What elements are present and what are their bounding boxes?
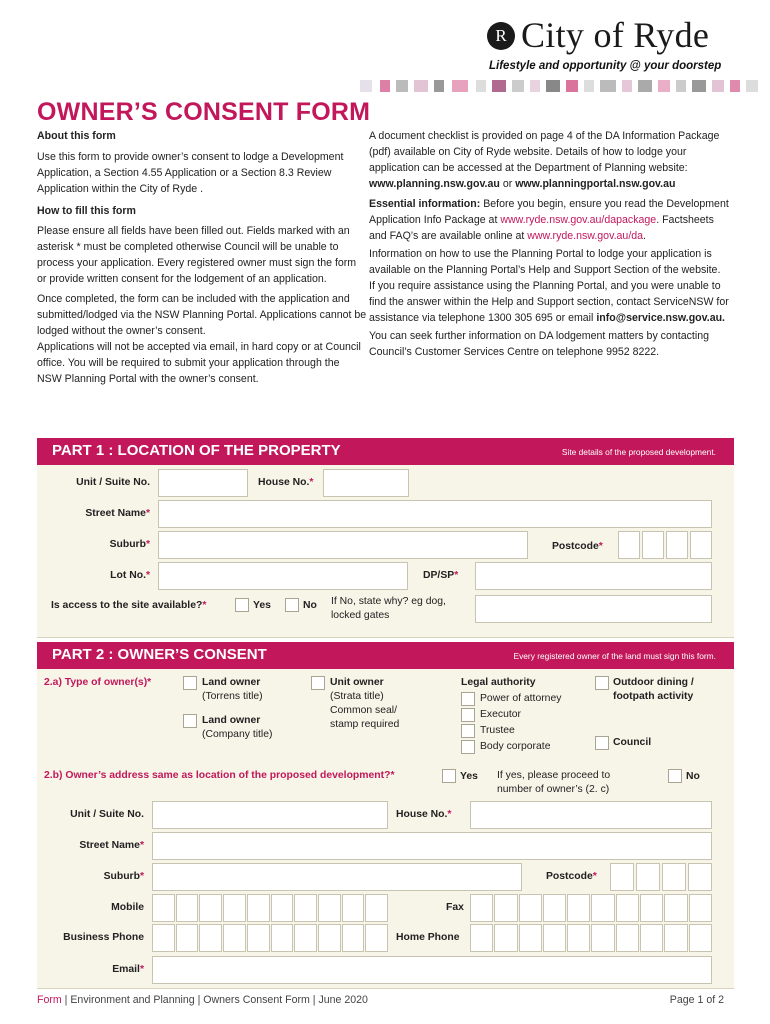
p1-dpsp-label: DP/SP* [423, 570, 459, 581]
p1-house-label: House No.* [258, 477, 314, 488]
part1-note: Site details of the proposed development. [561, 447, 716, 457]
p2-if-yes-text: If yes, please proceed to number of owner’s (2. c) [497, 770, 611, 795]
p2-unit-owner-label: Unit owner (Strata title) Common seal/ stamp required [330, 677, 400, 730]
p2-type-label: 2.a) Type of owner(s)* [44, 677, 152, 688]
p2-address-yes-checkbox[interactable] [442, 769, 456, 783]
p1-access-yes-label: Yes [253, 600, 271, 611]
p2-land-owner-torrens-checkbox[interactable] [183, 676, 197, 690]
p2-address-no-label: No [686, 771, 700, 782]
p2-email-input[interactable] [152, 956, 712, 984]
p1-lot-input[interactable] [158, 562, 408, 590]
p1-access-no-checkbox[interactable] [285, 598, 299, 612]
p1-lot-label: Lot No.* [110, 570, 150, 581]
p2-poa-label: Power of attorney [480, 693, 562, 704]
p2-mobile-label: Mobile [111, 902, 144, 913]
p2-business-phone-input[interactable] [152, 924, 388, 952]
p1-unit-input[interactable] [158, 469, 248, 497]
essential-text: Essential information: Before you begin, ensure you read the Development Application Info Package at www.ryde.nsw.gov.au/dapackage. Factsheets and FAQ’s are available online at www.ryde.nsw.gov.au/da. [369, 198, 729, 242]
part1-title: PART 1 : LOCATION OF THE PROPERTY [52, 442, 341, 459]
p2-land-owner-company-label: Land owner (Company title) [202, 715, 273, 740]
p1-postcode-label: Postcode* [552, 541, 603, 552]
p2-address-question: 2.b) Owner’s address same as location of the proposed development?* [44, 770, 395, 781]
p2-unit-owner-checkbox[interactable] [311, 676, 325, 690]
p1-postcode-digit[interactable] [618, 531, 640, 559]
how-heading: How to fill this form [37, 205, 136, 217]
p2-home-phone-label: Home Phone [396, 932, 460, 943]
once-text: Once completed, the form can be included with the application and submitted/lodged via the NSW Planning Portal. Applications cannot be lodged without the owner’s consent. [37, 293, 367, 337]
email-text: Applications will not be accepted via email, in hard copy or at Council office. You will be required to submit your application through the NSW Planning Portal with the owner’s consent. [37, 341, 361, 385]
p2-unit-input[interactable] [152, 801, 388, 829]
about-heading: About this form [37, 130, 116, 142]
p2-outdoor-dining-label: Outdoor dining / footpath activity [613, 677, 694, 702]
p2-trustee-label: Trustee [480, 725, 515, 736]
planning-link[interactable]: www.planning.nsw.gov.au [369, 178, 500, 190]
p1-postcode-digit[interactable] [690, 531, 712, 559]
p1-suburb-input[interactable] [158, 531, 528, 559]
p1-dpsp-input[interactable] [475, 562, 712, 590]
intro-left-column [37, 128, 367, 389]
p2-house-input[interactable] [470, 801, 712, 829]
portal-text: Information on how to use the Planning Portal to lodge your application is available on the Planning Portal’s Help and Support Section of the website. If you require assistance using the Planning Portal, and you were unable to find the answer within the Help and Support section, contact ServiceNSW for assistance via telephone 1300 305 695 or email info@service.nsw.gov.au. [369, 248, 729, 324]
p1-if-no-text: If No, state why? eg dog, locked gates [331, 596, 446, 621]
p1-unit-label: Unit / Suite No. [76, 477, 150, 488]
p2-poa-checkbox[interactable] [461, 692, 475, 706]
p1-postcode-digit[interactable] [666, 531, 688, 559]
p2-postcode-digit[interactable] [636, 863, 660, 891]
p2-executor-label: Executor [480, 709, 522, 720]
service-email-link[interactable]: info@service.nsw.gov.au. [596, 312, 726, 324]
p2-council-label: Council [613, 737, 652, 748]
part2-title: PART 2 : OWNER’S CONSENT [52, 646, 267, 663]
p2-postcode-label: Postcode* [546, 871, 597, 882]
p2-fax-label: Fax [446, 902, 464, 913]
city-of-ryde-logo-mark: R [487, 22, 515, 50]
part2-header [37, 642, 734, 669]
p2-body-corporate-checkbox[interactable] [461, 740, 475, 754]
p2-suburb-label: Suburb* [103, 871, 144, 882]
p2-suburb-input[interactable] [152, 863, 522, 891]
p1-postcode-digit[interactable] [642, 531, 664, 559]
p2-postcode-digit[interactable] [688, 863, 712, 891]
part2-note: Every registered owner of the land must sign this form. [513, 651, 716, 661]
p1-access-yes-checkbox[interactable] [235, 598, 249, 612]
p1-access-no-label: No [303, 600, 317, 611]
form-title: OWNER’S CONSENT FORM [37, 98, 371, 126]
p2-postcode-digit[interactable] [610, 863, 634, 891]
p1-if-no-input[interactable] [475, 595, 712, 623]
p2-body-corporate-label: Body corporate [480, 741, 551, 752]
p2-street-label: Street Name* [79, 840, 144, 851]
p2-house-label: House No.* [396, 809, 452, 820]
p2-land-owner-torrens-label: Land owner (Torrens title) [202, 677, 263, 702]
about-text: Use this form to provide owner’s consent to lodge a Development Application, a Section 4.55 Application or a Section 8.3 Review Application within the City of Ryde . [37, 151, 344, 195]
p2-address-yes-label: Yes [460, 771, 478, 782]
decorative-stripe [0, 80, 770, 92]
p2-business-phone-label: Business Phone [63, 932, 144, 943]
part1-header [37, 438, 734, 465]
p2-unit-label: Unit / Suite No. [70, 809, 144, 820]
p2-address-no-checkbox[interactable] [668, 769, 682, 783]
p2-executor-checkbox[interactable] [461, 708, 475, 722]
how-text: Please ensure all fields have been filled out. Fields marked with an asterisk * must be completed otherwise Council will be unable to process your application. Every registered owner must sign the form or provide written consent for the lodgement of an application. [37, 225, 357, 285]
further-text: You can seek further information on DA lodgement matters by contacting Council’s Customer Services Centre on telephone 9952 8222. [369, 330, 709, 358]
p2-postcode-digit[interactable] [662, 863, 686, 891]
tagline: Lifestyle and opportunity @ your doorstep [489, 60, 722, 72]
p1-street-label: Street Name* [85, 508, 150, 519]
p2-email-label: Email* [112, 964, 144, 975]
p2-council-checkbox[interactable] [595, 736, 609, 750]
checklist-text: A document checklist is provided on page 4 of the DA Information Package (pdf) available on City of Ryde website. Details of how to lodge your application can be accessed at the Department of Planning website: www.planning.nsw.gov.au or www.planningportal.nsw.gov.au [369, 130, 720, 190]
p2-street-input[interactable] [152, 832, 712, 860]
p2-outdoor-dining-checkbox[interactable] [595, 676, 609, 690]
page-number: Page 1 of 2 [669, 994, 724, 1006]
p1-house-input[interactable] [323, 469, 409, 497]
footer-text: Form | Environment and Planning | Owners Consent Form | June 2020 [37, 994, 368, 1006]
p2-fax-input[interactable] [470, 894, 712, 922]
p2-legal-authority-label: Legal authority [461, 677, 536, 688]
p1-suburb-label: Suburb* [109, 539, 150, 550]
p2-home-phone-input[interactable] [470, 924, 712, 952]
p2-trustee-checkbox[interactable] [461, 724, 475, 738]
planning-portal-link[interactable]: www.planningportal.nsw.gov.au [515, 178, 676, 190]
p1-access-label: Is access to the site available?* [51, 600, 207, 611]
dapackage-link[interactable]: www.ryde.nsw.gov.au/dapackage [500, 214, 657, 226]
intro-right-column [369, 128, 729, 362]
p1-street-input[interactable] [158, 500, 712, 528]
p2-mobile-input[interactable] [152, 894, 388, 922]
da-link[interactable]: www.ryde.nsw.gov.au/da [527, 230, 644, 242]
p2-land-owner-company-checkbox[interactable] [183, 714, 197, 728]
city-of-ryde-logo-text: City of Ryde [521, 15, 710, 55]
